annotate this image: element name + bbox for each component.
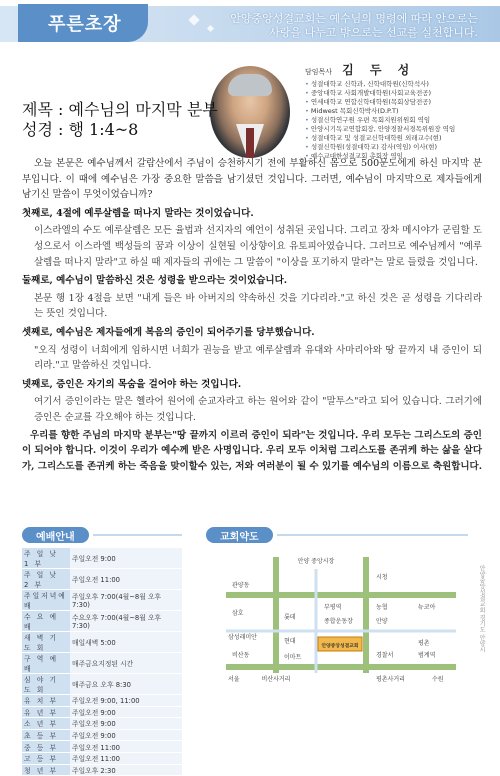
point-2-heading: 둘째로, 예수님이 말씀하신 것은 성령을 받으라는 것이었습니다. — [22, 275, 288, 287]
pastor-role: 담임목사 — [305, 68, 333, 76]
table-row — [22, 569, 182, 590]
map-label-stadium: 종합운동장 — [324, 618, 353, 625]
table-row — [22, 706, 182, 718]
point-4-body: 여기서 증인이라는 말은 헬라어 원어에 순교자라고 하는 원어와 같이 "말투스"라고 되어 있습니다. 그러기에 증인은 순교를 각오해야 하는 것입니다. — [34, 396, 482, 423]
pastor-credentials — [305, 80, 485, 161]
map-label-bisan: 비산동 — [232, 652, 250, 659]
service-time: 매주금요 오후 8:30 — [70, 674, 182, 695]
map-heading — [206, 527, 468, 543]
map-label-beomgye: 범계역 — [418, 652, 436, 659]
header-bar — [0, 0, 500, 48]
point-1-body: 이스라엘의 수도 예루살렘은 모든 율법과 선지자의 예언이 성취된 곳입니다. 그리고 장차 메시야가 군림할 도성으로서 이스라엘 백성들의 꿈과 이상이 실현될 이상향이요 유토피아였습니다. 그러므로 예수님께서 "예루살렘을 떠나지 말라"고 하실 때 제자들의 귀에는 그 말씀이 "이상을 포기하지 말라"는 말로 들렸을 것입니다. — [34, 225, 482, 268]
service-name: 고 등 부 — [22, 752, 70, 764]
service-time: 주일오전 11:00 — [70, 752, 182, 764]
map-label-church: 안양중앙성결교회 — [321, 644, 359, 649]
credential-item: • Midwest 목회신학박사(D.P.T) — [305, 107, 485, 116]
table-row — [22, 695, 182, 707]
service-name: 심 야 기 도 회 — [22, 674, 70, 695]
credential-item: • 예수교대한성결교회 총회장 역임 — [305, 152, 485, 161]
service-name: 주 일 낮 2 부 — [22, 569, 70, 590]
sermon-title-block — [22, 100, 218, 140]
map-label-bupyung: 부평역 — [324, 604, 342, 611]
sermon-body — [22, 156, 482, 476]
credential-item: • 성결신학연구원 우편 목회지원위원회 역임 — [305, 116, 485, 125]
sermon-title: 예수님의 마지막 분부 — [68, 100, 218, 119]
church-map — [206, 546, 468, 686]
map-heading-label: 교회약도 — [206, 527, 273, 543]
map-label-top: 안양 중앙시장 — [297, 558, 335, 565]
service-time: 주일오전 9:00 — [70, 706, 182, 718]
point-1-heading: 첫째로, 4절에 예루살렘을 떠나지 말라는 것이었습니다. — [22, 207, 254, 219]
service-name: 유 치 부 — [22, 695, 70, 707]
table-row — [22, 653, 182, 674]
service-name: 새 벽 기 도 회 — [22, 632, 70, 653]
scripture-label: 성경 : — [22, 120, 64, 139]
title-label: 제목 : — [22, 100, 64, 119]
slogan-line-1: 안양중앙성결교회는 예수님의 명령에 따라 안으로는 — [230, 12, 478, 25]
map-label-gwaneum: 평촌 — [418, 640, 430, 647]
table-row — [22, 548, 182, 569]
service-name: 소 년 부 — [22, 718, 70, 730]
point-3-body: "오직 성령이 너희에게 임하시면 너희가 권능을 받고 예루살렘과 유대와 사마리아와 땅 끝까지 내 증인이 되리라."고 말씀하신 것입니다. — [34, 344, 482, 372]
services-heading-label: 예배안내 — [22, 527, 89, 543]
service-name: 주 일 낮 1 부 — [22, 548, 70, 569]
map-label-suwon: 수원 — [432, 676, 444, 683]
slogan-line-2: 사랑을 나누고 밖으로는 선교를 실천합니다. — [269, 26, 478, 39]
map-label-cityhall: 시청 — [376, 574, 388, 581]
credential-item: • 성결대학교 및 성결교신학대학원 외래교수(현) — [305, 134, 485, 143]
services-heading — [22, 527, 182, 543]
map-label-bottom-left: 비산사거리 — [261, 676, 291, 683]
service-time: 주일오전 11:00 — [70, 569, 182, 590]
heading-rule — [93, 534, 182, 536]
map-label-samho: 삼호 — [232, 610, 244, 617]
point-4-heading: 넷째로, 증인은 자기의 목숨을 걸어야 하는 것입니다. — [22, 378, 242, 390]
map-label-anyang: 안양 — [376, 618, 388, 625]
table-row — [22, 741, 182, 753]
map-label-police: 경찰서 — [376, 652, 394, 659]
credential-item: • 중앙대학교 사회개발대학원(사회교육전공) — [305, 89, 485, 98]
photo-tie — [246, 128, 254, 158]
service-time: 주일오전 9:00, 11:00 — [70, 695, 182, 707]
slogan — [228, 12, 478, 40]
table-row — [22, 674, 182, 695]
map-drawing — [206, 546, 468, 692]
table-row — [22, 752, 182, 764]
map-label-nonghyup: 농협 — [376, 604, 388, 611]
photo-hair — [228, 74, 272, 96]
service-time: 주일오후 2:30 — [70, 764, 182, 776]
side-text: 안양중앙성결교회 경기도 안양시 — [478, 565, 485, 653]
point-3-heading: 셋째로, 예수님은 제자들에게 복음의 증인이 되어주기를 당부했습니다. — [22, 326, 315, 338]
pastor-name: 김 두 성 — [342, 63, 416, 77]
scripture-reference: 행 1:4~8 — [68, 120, 139, 139]
credential-item: • 성결대학교 신학과, 신학대학원(신학석사) — [305, 80, 485, 89]
pastor-info — [305, 63, 485, 161]
service-time: 주일오전 9:00 — [70, 729, 182, 741]
service-time: 수요오후 7:00(4월~8월 오후 7:30) — [70, 611, 182, 632]
table-row — [22, 729, 182, 741]
logo: 푸른초장 — [18, 4, 148, 42]
service-time: 주일오후 7:00(4월~8월 오후 7:30) — [70, 590, 182, 611]
point-2-body: 본문 행 1장 4절을 보면 "내게 들은 바 아버지의 약속하신 것을 기다리라."고 하신 것은 곧 성령을 기다리라는 뜻인 것입니다. — [34, 292, 482, 320]
table-row — [22, 764, 182, 776]
closing-paragraph: 우리를 향한 주님의 마지막 분부는"땅 끝까지 이르러 증인이 되라"는 것입니다. 우리 모두는 그리스도의 증인이 되어야 합니다. 이것이 우리가 예수께 받은 사명입니다. 우리 모두 이처럼 그리스도를 존귀케 하는 삶을 살다가, 그리스도를 존귀케 하는 죽음을 맞이할수 있는, 저와 여러분이 될 수 있기를 예수님의 이름으로 축원합니다. — [22, 429, 483, 472]
map-label-samsung: 삼성래미안 — [228, 634, 257, 641]
service-schedule-table — [22, 548, 182, 776]
map-label-newcore: 뉴코아 — [418, 604, 436, 611]
service-name: 유 년 부 — [22, 706, 70, 718]
map-label-rotte: 롯데 — [284, 614, 296, 621]
service-name: 초 등 부 — [22, 729, 70, 741]
service-time: 주일오전 9:00 — [70, 548, 182, 569]
map-label-hyundai: 현대 — [284, 638, 296, 645]
service-name: 중 등 부 — [22, 741, 70, 753]
map-label-bottom-right: 평촌사거리 — [376, 676, 405, 683]
table-row — [22, 611, 182, 632]
service-name: 주일저녁예배 — [22, 590, 70, 611]
service-time: 매주금요지정된 시간 — [70, 653, 182, 674]
table-row — [22, 590, 182, 611]
credential-item: • 안양시기독교연합회장, 안양경찰서경목위원장 역임 — [305, 125, 485, 134]
pastor-photo — [210, 66, 290, 158]
heading-rule — [277, 534, 468, 536]
intro-paragraph: 오늘 본문은 예수님께서 갈람산에서 주님이 승천하시기 전에 부활하신 몸으로 500문도에게 하신 마지막 분부입니다. 이 때에 예수님은 가장 중요한 말씀을 남기셨던 것입니다. 그러면, 예수님이 마지막으로 제자들에게 남기신 말씀이 무엇이었습니까? — [22, 158, 482, 201]
table-row — [22, 632, 182, 653]
service-name: 수 요 예 배 — [22, 611, 70, 632]
map-label-emart: 이마트 — [284, 654, 302, 661]
map-label-seoul: 서울 — [228, 676, 240, 683]
credential-item: • 성결신학원(성결대학교) 감사(역임) 이사(현) — [305, 143, 485, 152]
service-name: 구 역 예 배 — [22, 653, 70, 674]
map-label-gwanyang: 관양동 — [232, 582, 250, 589]
service-time: 주일오전 11:00 — [70, 741, 182, 753]
credential-item: • 연세대학교 연합신학대학원(목회상담전공) — [305, 98, 485, 107]
table-row — [22, 718, 182, 730]
service-time: 매일새벽 5:00 — [70, 632, 182, 653]
service-name: 청 년 부 — [22, 764, 70, 776]
service-time: 주일오전 9:00 — [70, 718, 182, 730]
